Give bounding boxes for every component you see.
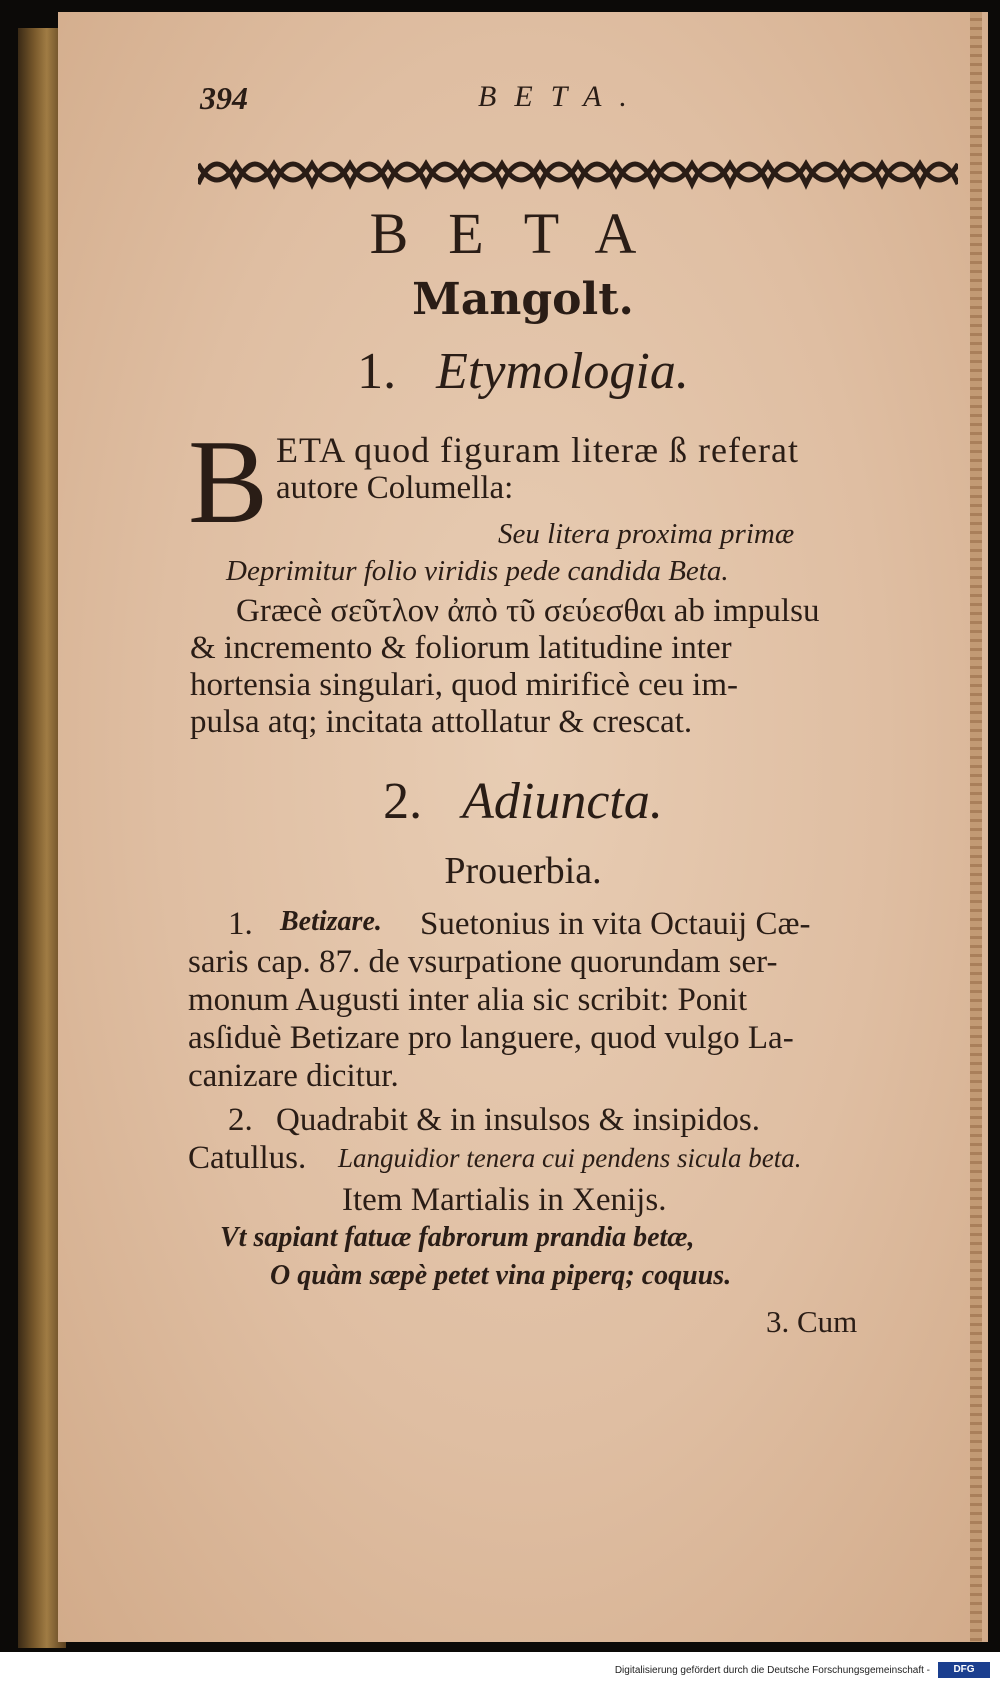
- text-line: saris cap. 87. de vsurpatione quorundam ser-: [188, 944, 778, 980]
- verse-line: Deprimitur folio viridis pede candida Beta.: [226, 555, 729, 587]
- page-number: 394: [200, 80, 248, 116]
- section-heading-etymologia: [58, 342, 988, 401]
- text-line: Græcè σεῦτλον ἀπὸ τῦ σεύεσθαι ab impulsu: [236, 593, 820, 629]
- text-line: & incremento & foliorum latitudine inter: [190, 630, 732, 666]
- text-line: pulsa atq; incitata attollatur & crescat.: [190, 704, 693, 740]
- article-subtitle: Mangolt.: [412, 274, 634, 325]
- running-title: BETA.: [478, 80, 645, 113]
- subheading-prouerbia: Prouerbia.: [444, 850, 602, 892]
- text-line: Suetonius in vita Octauij Cæ-: [420, 906, 811, 942]
- text-line: monum Augusti inter alia sic scribit: Ponit: [188, 982, 748, 1018]
- text-line: canizare dicitur.: [188, 1058, 399, 1094]
- section-heading-adiuncta: [58, 772, 988, 831]
- text-line: autore Columella:: [276, 470, 514, 506]
- verse-line: Vt sapiant fatuæ fabrorum prandia betæ,: [220, 1222, 695, 1253]
- section-number: 2.: [383, 773, 423, 830]
- verse-line: Languidior tenera cui pendens sicula beta.: [338, 1143, 802, 1173]
- section-number: 1.: [357, 343, 397, 400]
- book-page: [58, 12, 988, 1642]
- running-head: [58, 72, 988, 122]
- page-edge: [970, 12, 982, 1642]
- section-label: Etymologia.: [436, 343, 689, 400]
- verse-line: O quàm sæpè petet vina piperq; coquus.: [270, 1260, 732, 1291]
- dfg-logo: DFG: [938, 1662, 990, 1678]
- text-line: Catullus.: [188, 1140, 307, 1176]
- text-line: ETA quod figuram literæ ß referat: [276, 430, 799, 470]
- ornamental-border: [198, 144, 958, 196]
- list-item-number: 2.: [228, 1102, 253, 1138]
- text-line: asſiduè Betizare pro languere, quod vulgo La-: [188, 1020, 794, 1056]
- drop-cap: B: [188, 415, 269, 548]
- text-line: hortensia singulari, quod mirificè ceu im-: [190, 667, 739, 703]
- article-title: BETA: [369, 201, 677, 266]
- digitization-footer: [0, 1652, 1000, 1696]
- text-line: Quadrabit & in insulsos & insipidos.: [276, 1102, 761, 1138]
- verse-line: Seu litera proxima primæ: [498, 518, 795, 550]
- footer-credit: Digitalisierung gefördert durch die Deutsche Forschungsgemeinschaft -: [614, 1665, 930, 1676]
- section-label: Adiuncta.: [462, 773, 663, 830]
- text-line: Item Martialis in Xenijs.: [342, 1182, 667, 1218]
- list-item-number: 1.: [228, 906, 253, 942]
- catchword: 3. Cum: [766, 1304, 858, 1339]
- proverb-keyword: Betizare.: [280, 906, 382, 937]
